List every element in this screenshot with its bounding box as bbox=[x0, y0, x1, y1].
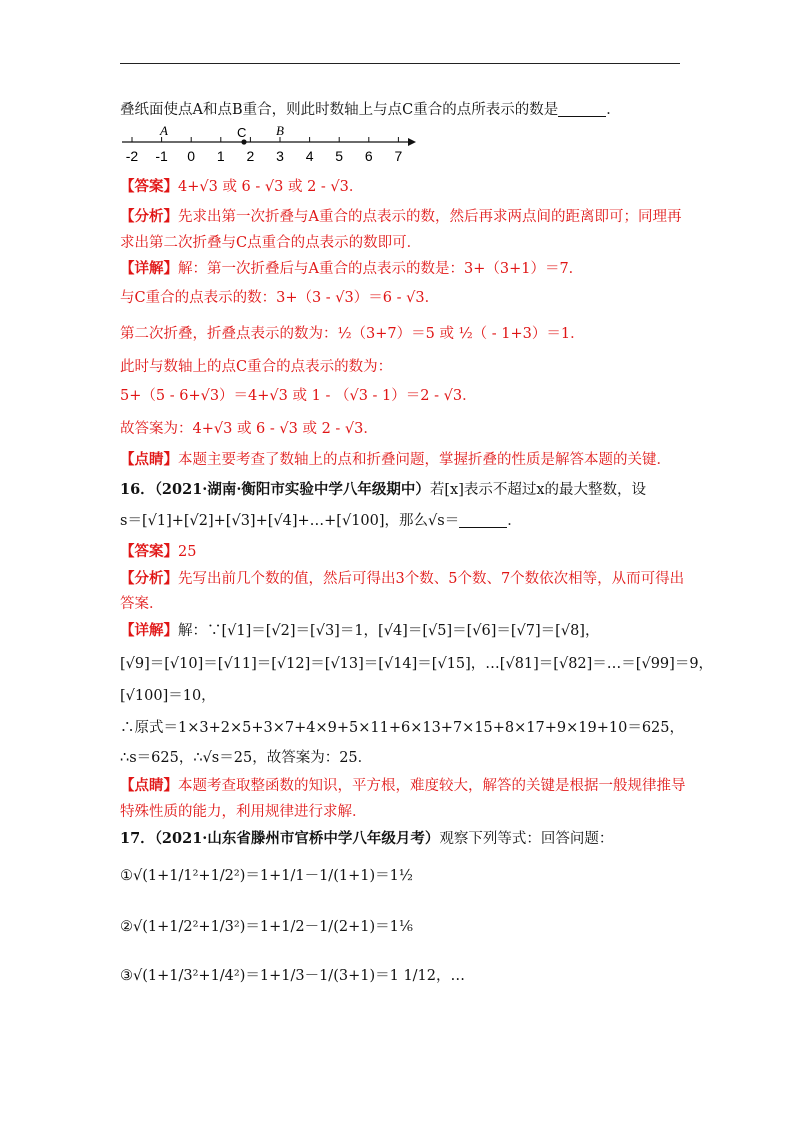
q15-detail-5: 5+（5 - 6+√3）＝4+√3 或 1 - （√3 - 1）＝2 - √3． bbox=[120, 388, 477, 404]
q17-stem bbox=[120, 829, 690, 849]
q16-analysis-2: 答案． bbox=[120, 596, 164, 612]
q16-detail-4: ∴原式＝1×3+2×5+3×7+4×9+5×11+6×13+7×15+8×17+9×19+10＝625， bbox=[120, 720, 684, 736]
q16-comment-1 bbox=[120, 776, 690, 796]
axis-tick-label: 2 bbox=[246, 148, 255, 164]
question-number: 17． bbox=[120, 830, 155, 847]
axis-tick-label: 0 bbox=[187, 148, 196, 164]
axis-ticks bbox=[126, 137, 403, 164]
answer-blank bbox=[558, 102, 606, 117]
q15-analysis-2: 求出第二次折叠与C点重合的点表示的数即可． bbox=[120, 235, 422, 251]
q16-analysis-1 bbox=[120, 569, 690, 589]
comment-tag: 【点睛】 bbox=[120, 451, 178, 468]
analysis-tag: 【分析】 bbox=[120, 208, 178, 225]
answer-blank bbox=[459, 513, 507, 528]
axis-arrow bbox=[408, 138, 416, 146]
answer-tag: 【答案】 bbox=[120, 543, 178, 560]
q16-detail-2: [√9]＝[√10]＝[√11]＝[√12]＝[√13]＝[√14]＝[√15]，…[√81]＝[√82]＝…＝[√99]＝9， bbox=[120, 656, 714, 672]
q15-analysis-1 bbox=[120, 207, 690, 227]
analysis-text: 先求出第一次折叠与A重合的点表示的数，然后再求两点间的距离即可；同理再 bbox=[178, 209, 682, 225]
q16-stem-1 bbox=[120, 480, 690, 500]
header-rule bbox=[120, 63, 680, 64]
q15-detail-1 bbox=[120, 259, 690, 279]
axis-tick-label: -2 bbox=[125, 148, 139, 164]
q15-detail-4: 此时与数轴上的点C重合的点表示的数为： bbox=[120, 359, 393, 375]
q15-comment bbox=[120, 450, 690, 470]
q17-equation-3: ③√(1+1/3²+1/4²)＝1+1/3－1/(3+1)＝1 1/12，… bbox=[120, 968, 466, 984]
stem-end: ． bbox=[507, 513, 522, 529]
q16-stem-text: 若[x]表示不超过x的最大整数，设 bbox=[429, 482, 647, 498]
q16-answer-text: 25 bbox=[178, 544, 197, 560]
axis-tick-label: -1 bbox=[155, 148, 168, 164]
q16-stem-2 bbox=[120, 511, 690, 531]
axis-tick-label: 6 bbox=[364, 148, 373, 164]
axis-tick-label: 1 bbox=[216, 148, 225, 164]
comment-text: 本题考查取整函数的知识，平方根，难度较大，解答的关键是根据一般规律推导 bbox=[178, 778, 686, 794]
detail-text: 解：∵[√1]＝[√2]＝[√3]＝1，[√4]＝[√5]＝[√6]＝[√7]＝[√8]， bbox=[178, 623, 600, 639]
q15-detail-3: 第二次折叠，折叠点表示的数为：½（3+7）＝5 或 ½（ - 1+3）＝1． bbox=[120, 326, 585, 342]
detail-text: 解：第一次折叠后与A重合的点表示的数是：3+（3+1）＝7． bbox=[178, 261, 584, 277]
analysis-text: 先写出前几个数的值，然后可得出3个数、5个数、7个数依次相等，从而可得出 bbox=[178, 571, 685, 587]
prompt-end: ． bbox=[606, 102, 621, 118]
axis-tick-label: 5 bbox=[335, 148, 344, 164]
detail-tag: 【详解】 bbox=[120, 260, 178, 277]
point-c-dot bbox=[241, 139, 246, 144]
q16-detail-3: [√100]＝10， bbox=[120, 688, 216, 704]
q17-equation-1: ①√(1+1/1²+1/2²)＝1+1/1－1/(1+1)＝1½ bbox=[120, 868, 413, 884]
q15-answer bbox=[120, 177, 690, 197]
q16-comment-2: 特殊性质的能力，利用规律进行求解． bbox=[120, 804, 367, 820]
q17-stem-text: 观察下列等式：回答问题： bbox=[439, 831, 614, 847]
point-c-label: C bbox=[237, 125, 247, 140]
question-number: 16． bbox=[120, 481, 155, 498]
point-a-label: A bbox=[160, 124, 168, 138]
question-source: （2021·山东省滕州市官桥中学八年级月考） bbox=[154, 830, 440, 847]
point-b-label: B bbox=[276, 124, 284, 138]
q15-detail-2: 与C重合的点表示的数：3+（3 - √3）＝6 - √3． bbox=[120, 290, 440, 306]
number-line bbox=[118, 124, 418, 168]
question-source: （2021·湖南·衡阳市实验中学八年级期中） bbox=[154, 481, 430, 498]
comment-tag: 【点睛】 bbox=[120, 777, 178, 794]
axis-tick-label: 3 bbox=[276, 148, 284, 164]
q15-prompt bbox=[120, 100, 690, 120]
analysis-tag: 【分析】 bbox=[120, 570, 178, 587]
q16-detail-1 bbox=[120, 621, 690, 641]
q15-answer-text: 4+√3 或 6 - √3 或 2 - √3． bbox=[178, 179, 364, 195]
answer-tag: 【答案】 bbox=[120, 178, 178, 195]
q17-equation-2: ②√(1+1/2²+1/3²)＝1+1/2－1/(2+1)＝1⅙ bbox=[120, 919, 413, 935]
axis-tick-label: 4 bbox=[305, 148, 314, 164]
q16-answer bbox=[120, 542, 690, 562]
q15-prompt-text: 叠纸面使点A和点B重合，则此时数轴上与点C重合的点所表示的数是 bbox=[120, 102, 559, 118]
comment-text: 本题主要考查了数轴上的点和折叠问题，掌握折叠的性质是解答本题的关键． bbox=[178, 452, 671, 468]
q16-detail-5: ∴s＝625，∴√s＝25，故答案为：25． bbox=[120, 750, 373, 766]
detail-tag: 【详解】 bbox=[120, 622, 178, 639]
q15-detail-6: 故答案为：4+√3 或 6 - √3 或 2 - √3． bbox=[120, 421, 378, 437]
q16-formula: s＝[√1]+[√2]+[√3]+[√4]+…+[√100]，那么√s＝ bbox=[120, 513, 460, 529]
axis-tick-label: 7 bbox=[394, 148, 403, 164]
